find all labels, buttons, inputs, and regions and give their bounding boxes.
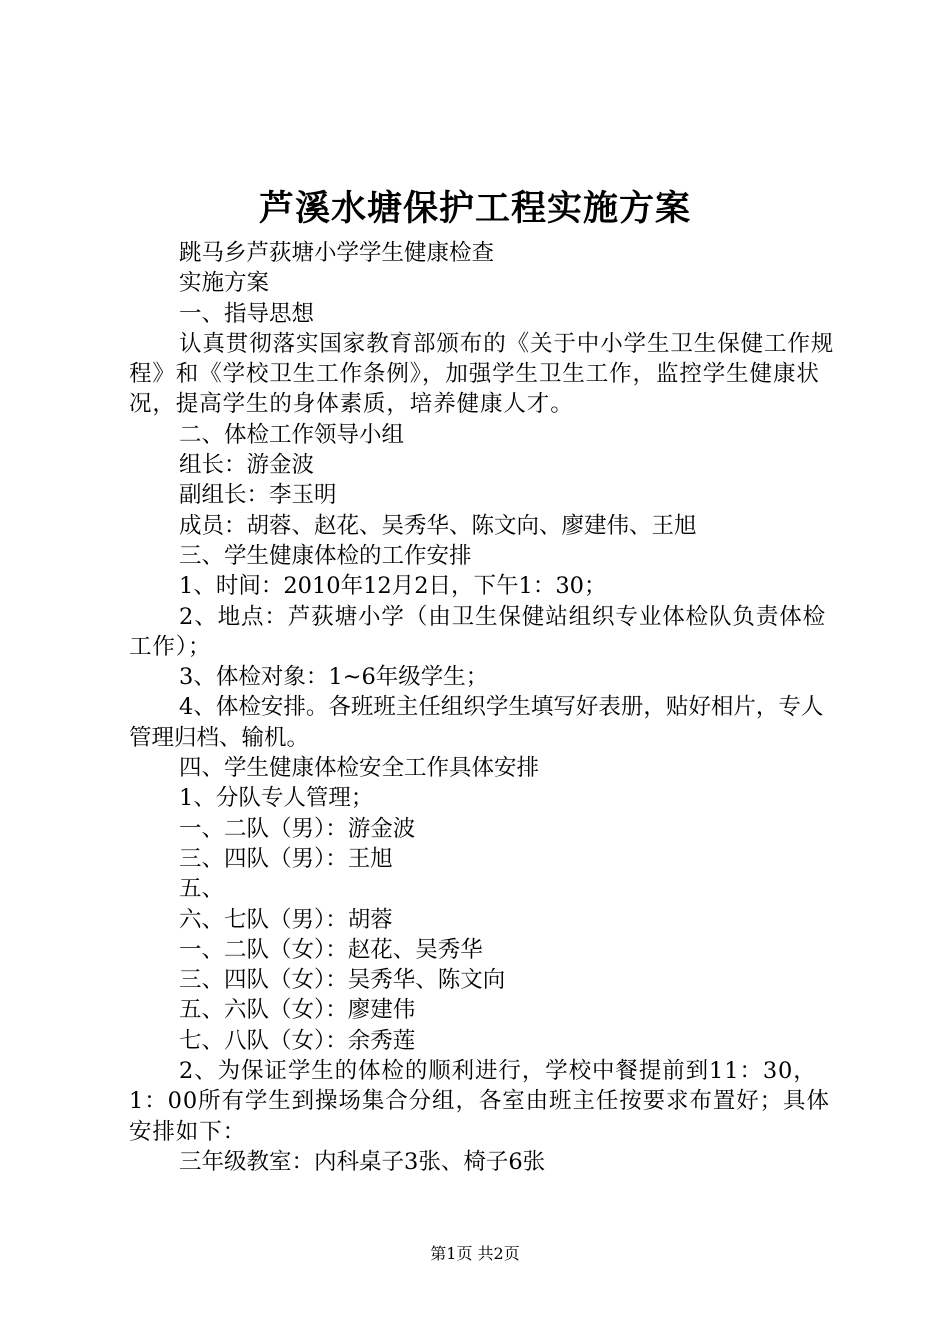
body-paragraph: 2、地点：芦荻塘小学（由卫生保健站组织专业体检队负责体检工作）；	[129, 603, 827, 660]
body-paragraph: 副组长：李玉明	[179, 482, 337, 509]
body-paragraph: 五、六队（女）：廖建伟	[179, 997, 416, 1024]
section-heading: 三、学生健康体检的工作安排	[179, 542, 472, 569]
body-paragraph: 一、二队（男）：游金波	[179, 815, 416, 842]
body-paragraph: 认真贯彻落实国家教育部颁布的《关于中小学生卫生保健工作规程》和《学校卫生工作条例》，加强学生卫生工作，监控学生健康状况，提高学生的身体素质，培养健康人才。	[129, 330, 835, 418]
body-paragraph: 五、	[179, 876, 225, 903]
body-paragraph: 成员：胡蓉、赵花、吴秀华、陈文向、廖建伟、王旭	[179, 512, 697, 539]
document-body	[129, 238, 835, 1177]
body-paragraph: 三、四队（女）：吴秀华、陈文向	[179, 967, 506, 994]
page-footer: 第1页 共2页	[430, 1244, 520, 1263]
section-heading: 二、体检工作领导小组	[179, 421, 405, 448]
body-paragraph: 2、为保证学生的体检的顺利进行，学校中餐提前到11：30，1：00所有学生到操场集合分组，各室由班主任按要求布置好；具体安排如下：	[129, 1058, 830, 1145]
body-paragraph: 3、体检对象：1~6年级学生；	[179, 664, 489, 691]
document-title: 芦溪水塘保护工程实施方案	[258, 188, 691, 229]
body-paragraph: 六、七队（男）：胡蓉	[179, 906, 393, 933]
body-paragraph: 实施方案	[179, 270, 270, 297]
body-paragraph: 1、时间：2010年12月2日，下午1：30；	[179, 573, 607, 600]
body-paragraph: 1、分队专人管理；	[179, 785, 374, 812]
body-paragraph: 组长：游金波	[179, 452, 315, 479]
body-paragraph: 跳马乡芦荻塘小学学生健康检查	[179, 240, 495, 266]
section-heading: 一、指导思想	[179, 300, 315, 327]
body-paragraph: 三年级教室：内科桌子3张、椅子6张	[179, 1148, 546, 1175]
body-paragraph: 4、体检安排。各班班主任组织学生填写好表册，贴好相片，专人管理归档、输机。	[129, 694, 824, 751]
body-paragraph: 一、二队（女）：赵花、吴秀华	[179, 936, 483, 963]
body-paragraph: 七、八队（女）：余秀莲	[179, 1027, 416, 1054]
body-paragraph: 三、四队（男）：王旭	[179, 845, 393, 872]
section-heading: 四、学生健康体检安全工作具体安排	[179, 755, 540, 782]
